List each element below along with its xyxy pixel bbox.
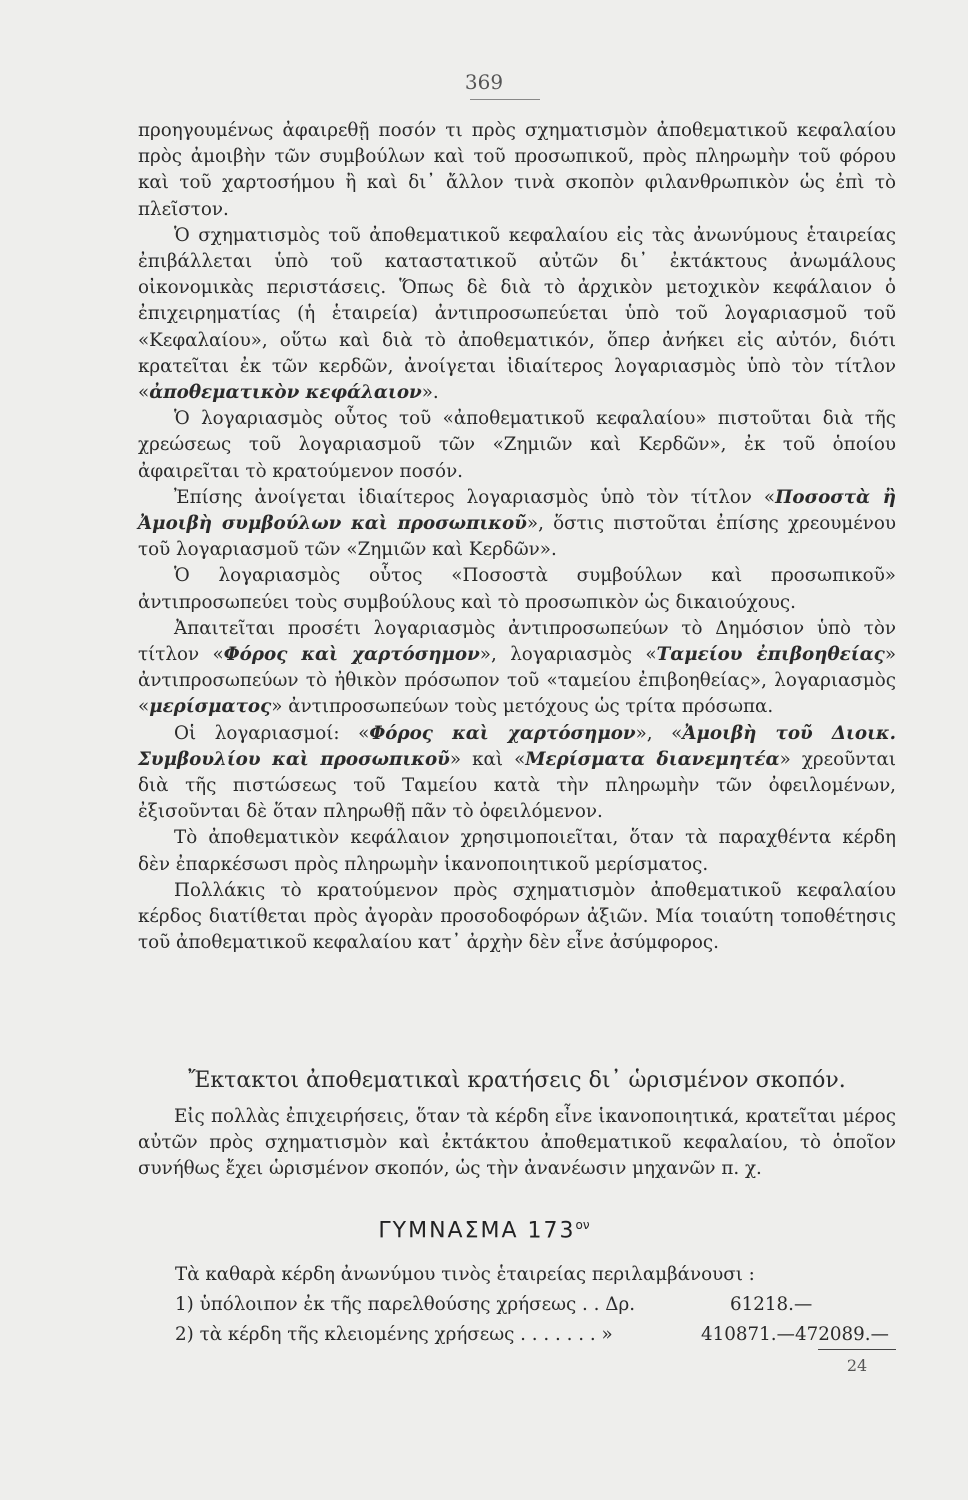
paragraph-8: Τὸ ἀποθεματικὸν κεφάλαιον χρησιμοποιεῖται, ὅταν τὰ παραχθέντα κέρδη δὲν ἐπαρκέσωσι πρὸς πληρωμὴν ἱκανοποιητικοῦ μερίσματος. <box>138 827 896 875</box>
exercise-line-1: 1) ὑπόλοιπον ἐκ τῆς παρελθούσης χρήσεως . . Δρ. 61218.— <box>175 1292 895 1318</box>
line-2-amount: 410871.— <box>701 1324 795 1345</box>
subheading: Ἔκτακτοι ἀποθεματικαὶ κρατήσεις δι᾽ ὡρισμένον σκοπόν. <box>188 1068 846 1093</box>
paragraph-4: Ἐπίσης ἀνοίγεται ἰδιαίτερος λογαριασμὸς ὑπὸ τὸν τίτλον «Ποσοστὰ ἢ Ἀμοιβὴ συμβούλων καὶ προσωπικοῦ», ὅστις πιστοῦται ἐπίσης χρεουμένου τοῦ λογαριασμοῦ τῶν «Ζημιῶν καὶ Κερδῶν». <box>138 486 897 561</box>
main-text <box>138 118 896 957</box>
paragraph-2: Ὁ σχηματισμὸς τοῦ ἀποθεματικοῦ κεφαλαίου εἰς τὰς ἀνωνύμους ἑταιρείας ἐπιβάλλεται ὑπὸ τοῦ καταστατικοῦ αὐτῶν δι᾽ ἐκτάκτους ἀνωμάλους οἰκονομικὰς περιστάσεις. Ὅπως δὲ διὰ τὸ ἀρχικὸν μετοχικὸν κεφάλαιον ὁ ἐπιχειρηματίας (ἡ ἑταιρεία) ἀντιπροσωπεύεται ὑπὸ τοῦ λογαριασμοῦ τοῦ «Κεφαλαίου», οὕτω καὶ διὰ τὸ ἀποθεματικόν, ὅπερ ἀνήκει εἰς αὐτόν, διότι κρατεῖται ἐκ τῶν κερδῶν, ἀνοίγεται ἰδιαίτερος λογαριασμὸς ὑπὸ τὸν τίτλον «ἀποθεματικὸν κεφάλαιον». <box>138 224 896 404</box>
line-1-amount: 61218.— <box>730 1294 813 1315</box>
paragraph-9: Πολλάκις τὸ κρατούμενον πρὸς σχηματισμὸν ἀποθεματικοῦ κεφαλαίου κέρδος διατίθεται πρὸς ἀγορὰν προσοδοφόρων ἀξιῶν. Μία τοιαύτη τοποθέτησις τοῦ ἀποθεματικοῦ κεφαλαίου κατ᾽ ἀρχὴν δὲν εἶνε ἀσύμφορος. <box>138 879 896 954</box>
paragraph-1: προηγουμένως ἀφαιρεθῇ ποσόν τι πρὸς σχηματισμὸν ἀποθεματικοῦ κεφαλαίου πρὸς ἀμοιβὴν τῶν συμβούλων καὶ τοῦ προσωπικοῦ, πρὸς πληρωμὴν τοῦ φόρου καὶ τοῦ χαρτοσήμου ἢ καὶ δι᾽ ἄλλον τινὰ σκοπὸν φιλανθρωπικὸν ὡς ἐπὶ τὸ πλεῖστον. <box>138 120 896 220</box>
exercise-line-2: 2) τὰ κέρδη τῆς κλειομένης χρήσεως . . . . . . . » 410871.— 472089.— <box>175 1322 895 1348</box>
subheading-paragraph: Εἰς πολλὰς ἐπιχειρήσεις, ὅταν τὰ κέρδη εἶνε ἱκανοποιητικά, κρατεῖται μέρος αὐτῶν πρὸς σχηματισμὸν καὶ ἐκτάκτου ἀποθεματικοῦ κεφαλαίου, τὸ ὁποῖον συνήθως ἔχει ὡρισμένον σκοπόν, ὡς τὴν ἀνανέωσιν μηχανῶν π. χ. <box>138 1106 896 1180</box>
paragraph-6: Ἀπαιτεῖται προσέτι λογαριασμὸς ἀντιπροσωπεύων τὸ Δημόσιον ὑπὸ τὸν τίτλον «Φόρος καὶ χαρτόσημον», λογαριασμὸς «Ταμείου ἐπιβοηθείας» ἀντιπροσωπεύων τὸ ἠθικὸν πρόσωπον τοῦ «ταμείου ἐπιβοηθείας», λογαριασμὸς «μερίσματος» ἀντιπροσωπεύων τοὺς μετόχους ὡς τρίτα πρόσωπα. <box>138 617 896 718</box>
paragraph-3: Ὁ λογαριασμὸς οὗτος τοῦ «ἀποθεματικοῦ κεφαλαίου» πιστοῦται διὰ τῆς χρεώσεως τοῦ λογαριασμοῦ τῶν «Ζημιῶν καὶ Κερδῶν», ἐκ τοῦ ὁποίου ἀφαιρεῖται τὸ κρατούμενον ποσόν. <box>138 408 896 482</box>
header-rule <box>470 99 540 100</box>
paragraph-5: Ὁ λογαριασμὸς οὗτος «Ποσοστὰ συμβούλων καὶ προσωπικοῦ» ἀντιπροσωπεύει τοὺς συμβούλους καὶ τὸ προσωπικὸν ὡς δικαιούχους. <box>138 565 896 613</box>
total-amount: 472089.— <box>795 1324 889 1345</box>
page-number: 369 <box>464 70 504 94</box>
term-reserve-capital: ἀποθεματικὸν κεφάλαιον <box>149 382 422 404</box>
paragraph-7: Οἱ λογαριασμοί: «Φόρος καὶ χαρτόσημον», «Ἀμοιβὴ τοῦ Διοικ. Συμβουλίου καὶ προσωπικοῦ» καὶ «Μερίσματα διανεμητέα» χρεοῦνται διὰ τῆς πιστώσεως τοῦ Ταμείου κατὰ τὴν πληρωμὴν τῶν ὀφειλομένων, ἐξισοῦνται δὲ ὅταν πληρωθῇ πᾶν τὸ ὀφειλόμενον. <box>138 722 896 823</box>
exercise-intro: Τὰ καθαρὰ κέρδη ἀνωνύμου τινὸς ἑταιρείας περιλαμβάνουσι : <box>175 1264 755 1285</box>
carry-number: 24 <box>846 1356 868 1375</box>
total-rule <box>818 1349 896 1350</box>
term-percentages: Ποσοστὰ ἢ Ἀμοιβὴ συμβούλων καὶ προσωπικοῦ <box>138 486 896 535</box>
exercise-title: ΓΥΜΝΑΣΜΑ $173^{o\nu}$ <box>378 1218 590 1244</box>
